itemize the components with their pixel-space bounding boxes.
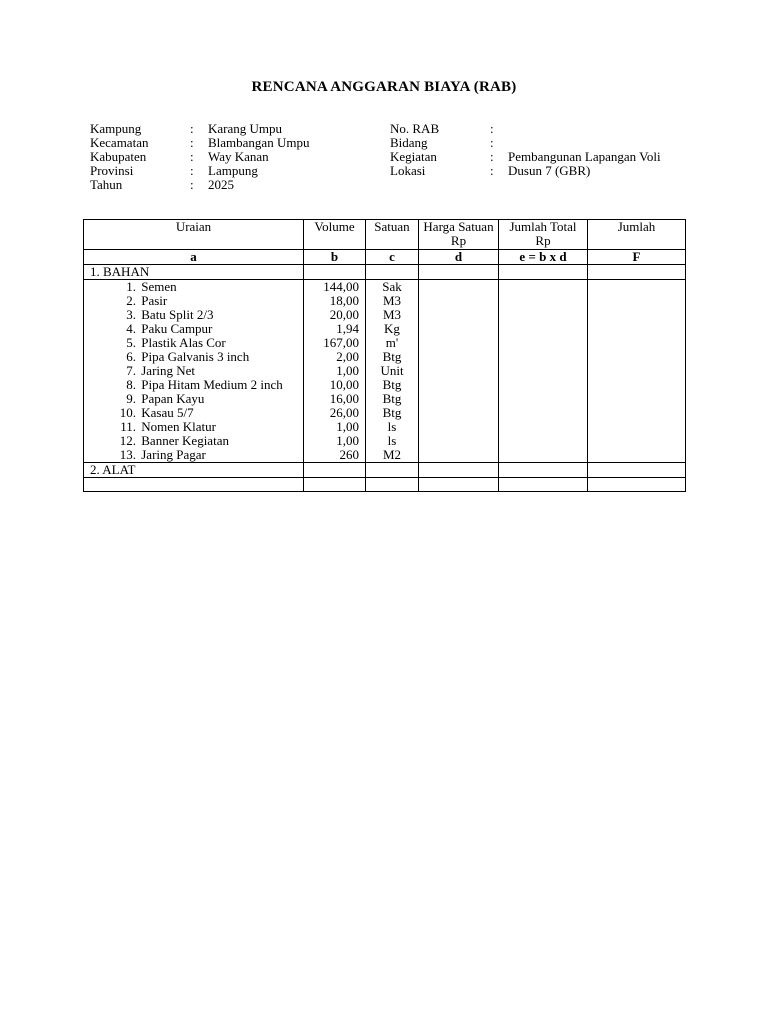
table-cell <box>588 448 686 463</box>
item-name: Pipa Hitam Medium 2 inch <box>141 377 283 392</box>
table-cell <box>304 265 366 280</box>
table-cell <box>419 434 499 448</box>
item-number: 6. <box>126 349 136 364</box>
item-volume: 144,00 <box>304 280 366 295</box>
item-name: Kasau 5/7 <box>141 405 194 420</box>
item-number: 2. <box>126 293 136 308</box>
item-unit: Btg <box>366 392 419 406</box>
item-name: Batu Split 2/3 <box>141 307 214 322</box>
table-row <box>84 336 686 350</box>
item-number: 12. <box>119 433 136 448</box>
table-cell <box>588 265 686 280</box>
info-label: Kampung <box>90 121 142 136</box>
info-row-kegiatan <box>390 150 661 164</box>
item-volume: 2,00 <box>304 350 366 364</box>
item-volume: 20,00 <box>304 308 366 322</box>
item-number: 11. <box>120 419 136 434</box>
table-cell <box>499 463 588 478</box>
table-cell <box>588 336 686 350</box>
info-value: Karang Umpu <box>208 121 283 136</box>
table-cell <box>419 392 499 406</box>
table-cell <box>588 364 686 378</box>
item-unit: ls <box>366 420 419 434</box>
column-header-jumlah-total: Jumlah Total Rp <box>499 220 588 250</box>
table-row <box>84 294 686 308</box>
item-volume: 167,00 <box>304 336 366 350</box>
info-row-bidang <box>390 136 661 150</box>
item-number: 5. <box>126 335 136 350</box>
table-cell <box>366 478 419 492</box>
info-colon: : <box>190 121 194 136</box>
item-name: Jaring Pagar <box>141 447 206 462</box>
column-header-harga-satuan: Harga Satuan Rp <box>419 220 499 250</box>
table-cell <box>419 294 499 308</box>
table-row <box>84 280 686 295</box>
info-label: Kecamatan <box>90 135 149 150</box>
table-cell <box>419 308 499 322</box>
info-label: Provinsi <box>90 163 134 178</box>
info-colon: : <box>190 163 194 178</box>
table-header-row <box>84 220 686 250</box>
table-cell <box>366 265 419 280</box>
info-colon: : <box>490 121 494 136</box>
table-cell <box>419 322 499 336</box>
item-number: 13. <box>119 447 136 462</box>
info-label: Lokasi <box>390 163 426 178</box>
item-name: Semen <box>141 279 177 294</box>
item-name: Paku Campur <box>141 321 213 336</box>
document-title: RENCANA ANGGARAN BIAYA (RAB) <box>251 79 517 95</box>
item-number: 4. <box>126 321 136 336</box>
table-cell <box>419 420 499 434</box>
info-label: Kabupaten <box>90 149 147 164</box>
info-value: Blambangan Umpu <box>208 135 310 150</box>
info-row-kabupaten <box>90 150 309 164</box>
info-label: No. RAB <box>390 121 440 136</box>
item-name: Banner Kegiatan <box>141 433 229 448</box>
info-colon: : <box>490 163 494 178</box>
table-cell <box>499 392 588 406</box>
item-volume: 1,00 <box>304 364 366 378</box>
section-row-alat <box>84 463 686 478</box>
table-cell <box>499 378 588 392</box>
table-cell <box>366 463 419 478</box>
table-cell <box>588 378 686 392</box>
table-cell <box>419 280 499 295</box>
table-cell <box>499 265 588 280</box>
item-volume: 26,00 <box>304 406 366 420</box>
info-colon: : <box>490 135 494 150</box>
item-name: Papan Kayu <box>141 391 205 406</box>
table-row <box>84 378 686 392</box>
table-cell <box>419 336 499 350</box>
item-volume: 260 <box>304 448 366 463</box>
info-label: Bidang <box>390 135 428 150</box>
table-cell <box>588 350 686 364</box>
info-colon: : <box>190 177 194 192</box>
info-row-lokasi <box>390 164 661 178</box>
table-cell <box>419 463 499 478</box>
item-name: Pipa Galvanis 3 inch <box>141 349 250 364</box>
table-cell <box>588 308 686 322</box>
table-cell <box>499 322 588 336</box>
table-cell <box>304 463 366 478</box>
table-cell <box>419 378 499 392</box>
table-cell <box>588 406 686 420</box>
item-volume: 10,00 <box>304 378 366 392</box>
table-row <box>84 308 686 322</box>
table-row <box>84 392 686 406</box>
item-unit: Btg <box>366 350 419 364</box>
info-row-kecamatan <box>90 136 309 150</box>
table-cell <box>588 434 686 448</box>
info-value: Dusun 7 (GBR) <box>508 163 591 178</box>
table-cell <box>419 448 499 463</box>
info-block-right <box>390 122 661 178</box>
section-row-bahan <box>84 265 686 280</box>
item-unit: M3 <box>366 308 419 322</box>
table-cell <box>588 392 686 406</box>
table-row <box>84 434 686 448</box>
column-code: F <box>588 250 686 265</box>
table-cell <box>419 350 499 364</box>
table-cell <box>499 350 588 364</box>
column-code: d <box>419 250 499 265</box>
table-cell <box>499 280 588 295</box>
table-cell <box>419 364 499 378</box>
info-colon: : <box>190 149 194 164</box>
item-unit: M3 <box>366 294 419 308</box>
column-code: c <box>366 250 419 265</box>
column-header-volume: Volume <box>304 220 366 250</box>
table-cell <box>419 478 499 492</box>
table-cell <box>588 478 686 492</box>
item-unit: Btg <box>366 406 419 420</box>
info-value: 2025 <box>208 177 234 192</box>
table-cell <box>499 420 588 434</box>
item-volume: 1,00 <box>304 434 366 448</box>
column-header-satuan: Satuan <box>366 220 419 250</box>
table-cell <box>588 420 686 434</box>
item-unit: Unit <box>366 364 419 378</box>
info-value: Lampung <box>208 163 258 178</box>
info-row-provinsi <box>90 164 309 178</box>
table-row <box>84 448 686 463</box>
table-code-row <box>84 250 686 265</box>
info-row-kampung <box>90 122 309 136</box>
info-value: Pembangunan Lapangan Voli <box>508 149 661 164</box>
item-volume: 18,00 <box>304 294 366 308</box>
column-code: a <box>84 250 304 265</box>
table-cell <box>419 265 499 280</box>
table-cell <box>499 448 588 463</box>
column-header-jumlah: Jumlah <box>588 220 686 250</box>
info-label: Tahun <box>90 177 123 192</box>
column-header-uraian: Uraian <box>84 220 304 250</box>
item-number: 9. <box>126 391 136 406</box>
column-code: e = b x d <box>499 250 588 265</box>
item-number: 7. <box>126 363 136 378</box>
item-number: 10. <box>119 405 136 420</box>
rab-table <box>83 219 686 492</box>
info-value: Way Kanan <box>208 149 269 164</box>
item-unit: Sak <box>366 280 419 295</box>
item-unit: M2 <box>366 448 419 463</box>
info-colon: : <box>490 149 494 164</box>
info-block-left <box>90 122 309 192</box>
item-unit: m' <box>366 336 419 350</box>
table-row <box>84 420 686 434</box>
table-cell <box>588 280 686 295</box>
table-cell <box>499 478 588 492</box>
table-cell <box>588 294 686 308</box>
column-code: b <box>304 250 366 265</box>
table-cell <box>499 294 588 308</box>
item-unit: Kg <box>366 322 419 336</box>
item-volume: 16,00 <box>304 392 366 406</box>
table-cell <box>588 463 686 478</box>
item-name: Jaring Net <box>141 363 196 378</box>
table-cell <box>419 406 499 420</box>
section-label: 2. ALAT <box>84 463 304 478</box>
item-number: 3. <box>126 307 136 322</box>
section-label: 1. BAHAN <box>84 265 304 280</box>
item-number: 1. <box>126 279 136 294</box>
info-row-no-rab <box>390 122 661 136</box>
item-unit: Btg <box>366 378 419 392</box>
item-volume: 1,94 <box>304 322 366 336</box>
table-row <box>84 322 686 336</box>
item-number: 8. <box>126 377 136 392</box>
table-cell <box>588 322 686 336</box>
item-unit: ls <box>366 434 419 448</box>
item-name: Nomen Klatur <box>141 419 216 434</box>
table-cell <box>499 308 588 322</box>
item-name: Plastik Alas Cor <box>141 335 226 350</box>
info-row-tahun <box>90 178 309 192</box>
table-cell <box>304 478 366 492</box>
table-cell <box>499 406 588 420</box>
table-row <box>84 350 686 364</box>
table-cell <box>84 478 304 492</box>
item-name: Pasir <box>141 293 168 308</box>
table-cell <box>499 434 588 448</box>
info-colon: : <box>190 135 194 150</box>
empty-row <box>84 478 686 492</box>
table-row <box>84 406 686 420</box>
info-label: Kegiatan <box>390 149 437 164</box>
table-cell <box>499 336 588 350</box>
item-volume: 1,00 <box>304 420 366 434</box>
table-cell <box>499 364 588 378</box>
table-row <box>84 364 686 378</box>
